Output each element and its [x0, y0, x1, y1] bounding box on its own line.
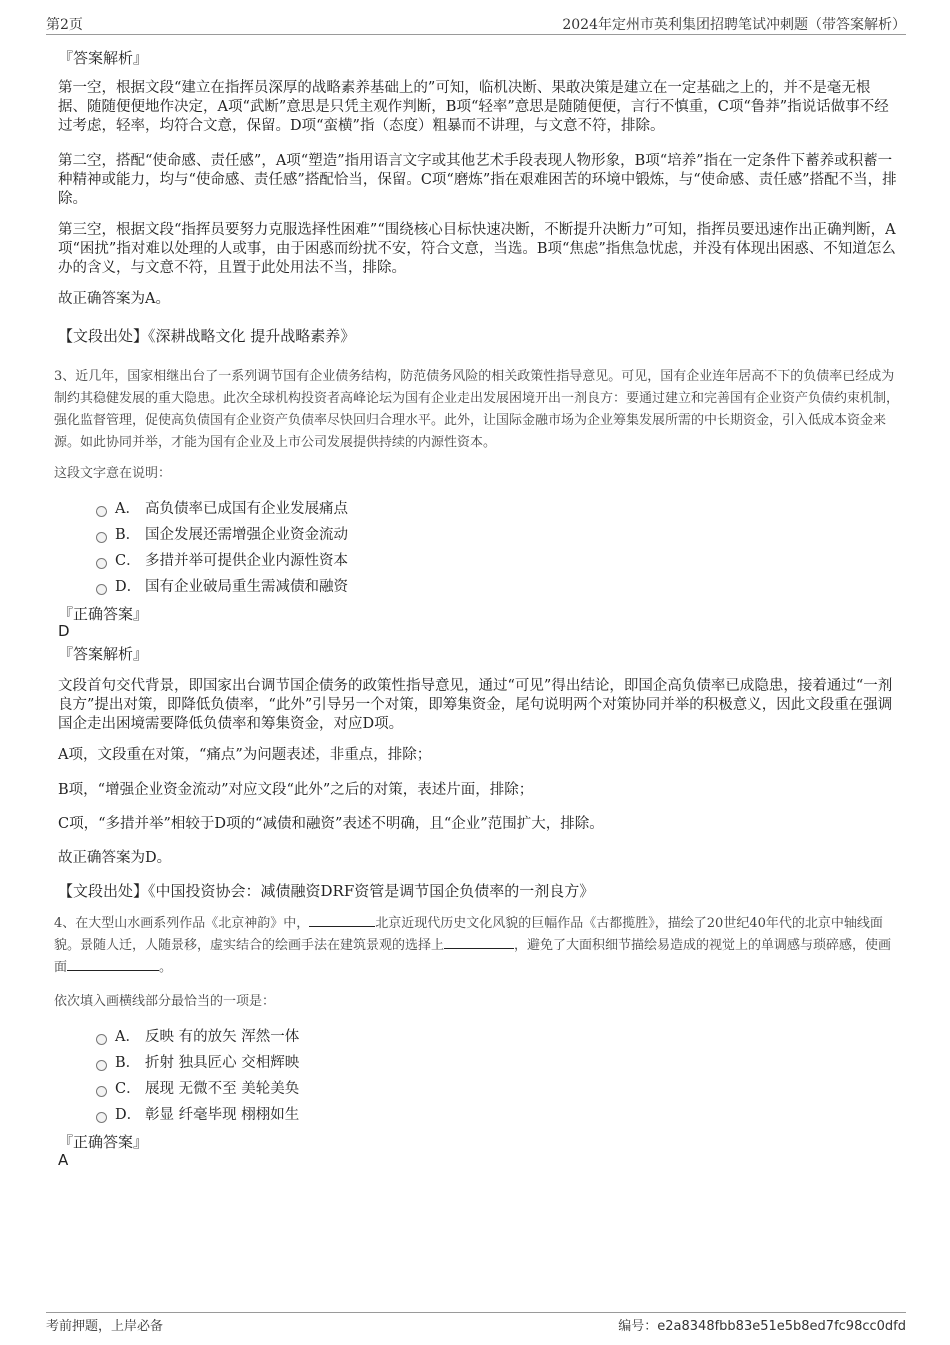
radio-icon[interactable] — [96, 1060, 107, 1071]
q3-source: 【文段出处】《中国投资协会：减债融资DRF资管是调节国企负债率的一剂良方》 — [58, 882, 595, 900]
q4-question-text: 4、在大型山水画系列作品《北京神韵》中， 北京近现代历史文化风貌的巨幅作品《古都揽胜》，描绘了20世纪40年代的北京中轴线面貌。景随人迁，人随景移，虚实结合的绘画手法在建筑景观的选择上 ，避免了大面积细节描绘易造成的视觉上的单调感与琐碎感，使画面 。 — [54, 913, 899, 979]
q3-analysis-a: A项，文段重在对策，“痛点”为问题表述，非重点，排除； — [58, 747, 432, 763]
q2-analysis-title: 『答案解析』 — [58, 49, 149, 67]
q3-conclusion: 故正确答案为D。 — [58, 850, 172, 866]
radio-icon[interactable] — [96, 558, 107, 569]
q2-analysis-p1: 第一空，根据文段“建立在指挥员深厚的战略素养基础上的”可知，临机决断、果敢决策是建立在一定基础之上的，并不是毫无根据、随随便便地作决定，A项“武断”意思是只凭主观作判断，B项“轻率”意思是随随便便，言行不慎重，C项“鲁莽”指说话做事不经过考虑，轻率，均符合文意，保留。D项“蛮横”指（态度）粗暴而不讲理，与文意不符，排除。 — [58, 80, 889, 134]
q4-option-a[interactable]: A． 反映 有的放矢 浑然一体 — [96, 1025, 299, 1045]
q3-analysis-c: C项，“多措并举”相较于D项的“减债和融资”表述不明确，且“企业”范围扩大，排除。 — [58, 816, 604, 832]
q3-option-a[interactable]: A． 高负债率已成国有企业发展痛点 — [96, 497, 348, 517]
radio-icon[interactable] — [96, 1086, 107, 1097]
q3-prompt: 这段文字意在说明： — [54, 466, 172, 481]
q2-source: 【文段出处】《深耕战略文化 提升战略素养》 — [58, 327, 356, 345]
q3-analysis-b: B项，“增强企业资金流动”对应文段“此外”之后的对策，表述片面，排除； — [58, 782, 534, 798]
q4-option-d[interactable]: D． 彰显 纤毫毕现 栩栩如生 — [96, 1103, 299, 1123]
q3-correct-title: 『正确答案』 — [58, 605, 149, 623]
footer-code: 编号：e2a8348fbb83e51e5b8ed7fc98cc0dfd — [618, 1319, 906, 1334]
fill-blank-3 — [67, 957, 159, 971]
q2-analysis-p3: 第三空，根据文段“指挥员要努力克服选择性困难”“围绕核心目标快速决断，不断提升决断力”可知，指挥员要迅速作出正确判断，A项“困扰”指对难以处理的人或事，由于困惑而纷扰不安，符合文意，当选。B项“焦虑”指焦急忧虑，并没有体现出困惑、不知道怎么办的含义，与文意不符，且置于此处用法不当，排除。 — [58, 222, 896, 276]
radio-icon[interactable] — [96, 506, 107, 517]
fill-blank-1 — [309, 913, 375, 927]
q3-option-b[interactable]: B． 国企发展还需增强企业资金流动 — [96, 523, 348, 543]
q3-analysis-p1: 文段首句交代背景，即国家出台调节国企债务的政策性指导意见，通过“可见”得出结论，即国企高负债率已成隐患，接着通过“一剂良方”提出对策，即降低负债率，“此外”引导另一个对策，即筹集资金，尾句说明两个对策协同并举的积极意义，因此文段重在强调国企走出困境需要降低负债率和筹集资金，对应D项。 — [58, 678, 893, 732]
radio-icon[interactable] — [96, 1034, 107, 1045]
q3-analysis-title: 『答案解析』 — [58, 645, 149, 663]
q4-prompt: 依次填入画横线部分最恰当的一项是： — [54, 994, 276, 1009]
page-footer — [46, 1312, 906, 1335]
radio-icon[interactable] — [96, 532, 107, 543]
page-header — [46, 14, 906, 35]
page-number: 第2页 — [46, 17, 83, 33]
q4-correct-title: 『正确答案』 — [58, 1133, 149, 1151]
q2-analysis-p2: 第二空，搭配“使命感、责任感”，A项“塑造”指用语言文字或其他艺术手段表现人物形象，B项“培养”指在一定条件下蓄养或积蓄一种精神或能力，均与“使命感、责任感”搭配恰当，保留。C项“磨炼”指在艰难困苦的环境中锻炼，与“使命感、责任感”搭配不当，排除。 — [58, 153, 897, 207]
q4-option-b[interactable]: B． 折射 独具匠心 交相辉映 — [96, 1051, 299, 1071]
q3-option-c[interactable]: C． 多措并举可提供企业内源性资本 — [96, 549, 348, 569]
fill-blank-2 — [444, 935, 514, 949]
q3-option-d[interactable]: D． 国有企业破局重生需减债和融资 — [96, 575, 348, 595]
q3-question-text: 3、近几年，国家相继出台了一系列调节国有企业债务结构，防范债务风险的相关政策性指导意见。可见，国有企业连年居高不下的负债率已经成为制约其稳健发展的重大隐患。此次全球机构投资者高峰论坛为国有企业走出发展困境开出一剂良方：要通过建立和完善国有企业资产负债约束机制，强化监督管理，促使高负债国有企业资产负债率尽快回归合理水平。此外，让国际金融市场为企业筹集发展所需的中长期资金，引入低成本资金来源。如此协同并举，才能为国有企业及上市公司发展提供持续的内源性资本。 — [54, 369, 900, 450]
q4-option-c[interactable]: C． 展现 无微不至 美轮美奂 — [96, 1077, 299, 1097]
q4-correct-answer: A — [58, 1151, 69, 1169]
document-title: 2024年定州市英利集团招聘笔试冲刺题（带答案解析） — [562, 17, 906, 33]
footer-slogan: 考前押题，上岸必备 — [46, 1319, 164, 1334]
q2-conclusion: 故正确答案为A。 — [58, 291, 170, 307]
radio-icon[interactable] — [96, 1112, 107, 1123]
radio-icon[interactable] — [96, 584, 107, 595]
q3-correct-answer: D — [58, 622, 70, 640]
